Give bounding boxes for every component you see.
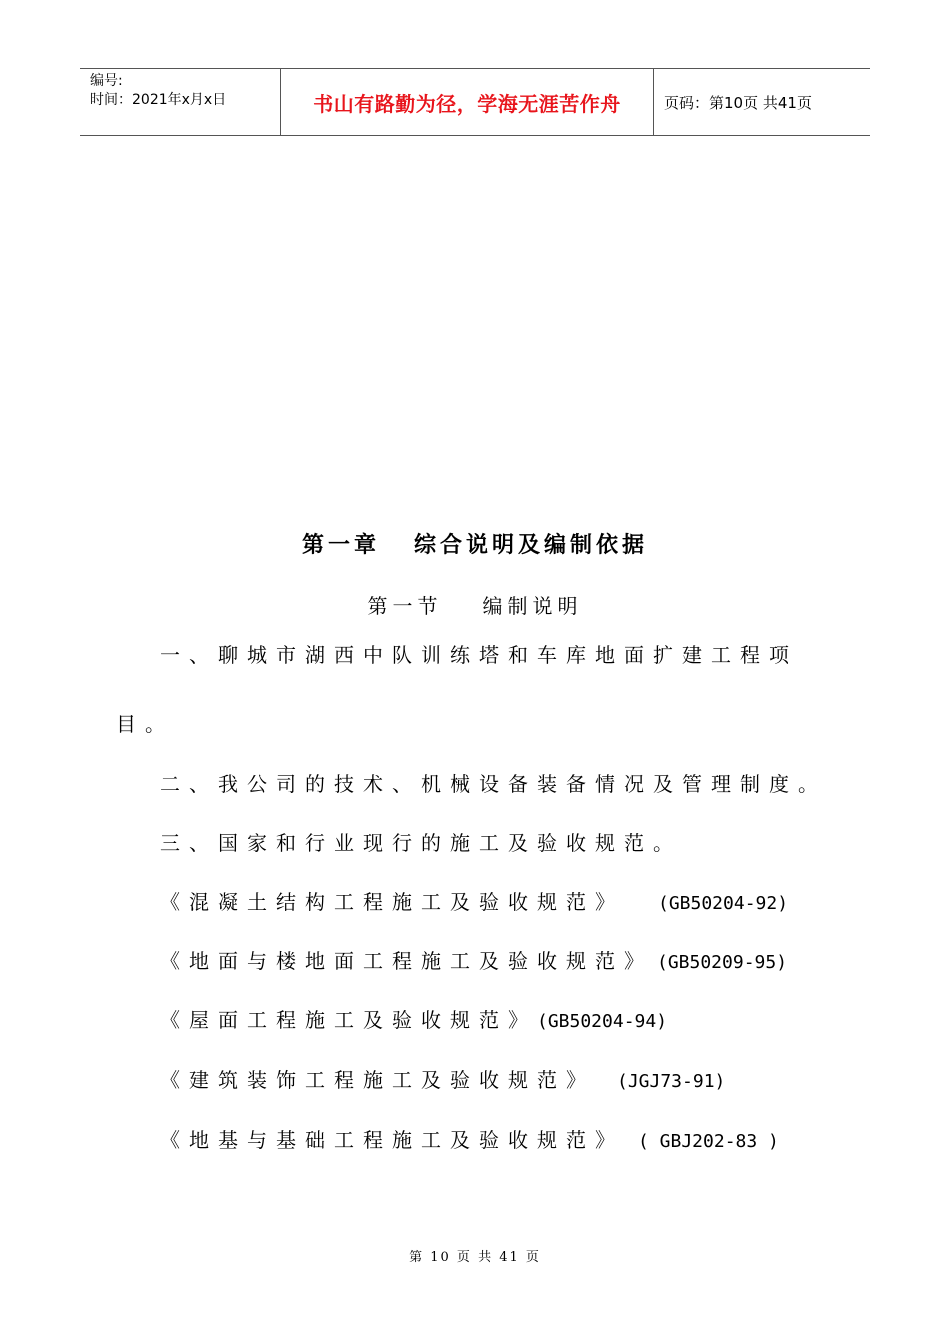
chapter-prefix: 第一章: [301, 533, 380, 558]
page-info: 页码：第10页 共41页: [664, 93, 812, 112]
standard-item: [160, 886, 788, 915]
standard-item: [160, 1124, 779, 1153]
paragraph-3: 三、国家和行业现行的施工及验收规范。: [160, 831, 682, 855]
header-motto-cell: [281, 69, 654, 135]
paragraph-1-line-1: 一、聊城市湖西中队训练塔和车库地面扩建工程项: [160, 643, 798, 667]
page-header: [80, 68, 870, 136]
standard-name: 《混凝土结构工程施工及验收规范》: [160, 890, 624, 914]
time-label: 时间：2021年x月x日: [90, 92, 227, 108]
standard-code: (GB50204-92): [658, 893, 789, 914]
chapter-name: 综合说明及编制依据: [414, 533, 649, 558]
standard-name: 《建筑装饰工程施工及验收规范》: [160, 1068, 595, 1092]
number-label: 编号:: [90, 73, 123, 89]
standard-code: (GB50209-95): [657, 952, 788, 973]
paragraph-2: 二、我公司的技术、机械设备装备情况及管理制度。: [160, 772, 827, 796]
standard-code: (JGJ73-91): [617, 1071, 726, 1092]
standard-code: ( GBJ202-83 ): [638, 1131, 779, 1152]
standard-item: [160, 1064, 725, 1093]
chapter-title: [0, 528, 950, 559]
standard-name: 《屋面工程施工及验收规范》: [160, 1008, 537, 1032]
standard-code: (GB50204-94): [537, 1011, 668, 1032]
section-prefix: 第一节: [367, 594, 443, 618]
standard-item: [160, 1004, 667, 1033]
section-name: 编制说明: [482, 594, 583, 618]
paragraph-1-line-2: 目。: [116, 712, 174, 736]
header-page-cell: [654, 69, 870, 135]
header-left-cell: [80, 69, 281, 135]
standard-item: [160, 945, 787, 974]
standard-name: 《地面与楼地面工程施工及验收规范》: [160, 949, 653, 973]
standard-name: 《地基与基础工程施工及验收规范》: [160, 1128, 624, 1152]
page-footer: 第 10 页 共 41 页: [409, 1250, 541, 1265]
section-title: [0, 590, 950, 619]
motto-text: 书山有路勤为径，学海无涯苦作舟: [313, 91, 621, 116]
